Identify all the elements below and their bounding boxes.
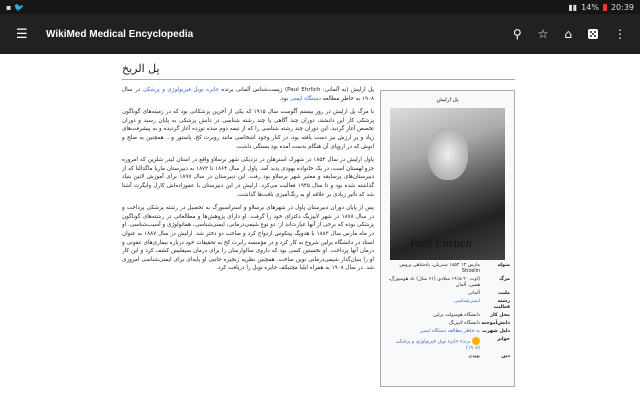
more-icon[interactable]: ⋮ [614,27,626,41]
infobox-value-text: مارس ۱۴ ۱۸۵۴ ستریلن، پادشاهی پروس Strzelin [399,263,480,274]
infobox-value [385,277,480,289]
infobox-row [385,299,510,311]
app-toolbar [0,14,640,54]
infobox-value [385,263,480,275]
battery-icon [603,4,607,11]
infobox-key: دلیل شهرت [482,329,510,334]
app-title: WikiMed Medical Encyclopedia [46,28,194,40]
paragraph: پاول ارلیش در سال ۱۸۵۴ در شهرک استرهلن در نزدیکی شهر برسلاو واقع در استان لیدر شلزین که امروزه جزو لهستان است، در یک خانواده یهودی پدید آمد. پاول از سال ۱۸۶۴ تا ۱۸۷۲ به دبیرستان ماریا ماگدالنا که از دبیرستان‌های پرسابقه و معتبر شهر برسلاو بود رفت. این دبیرستان در سال ۱۸۹۷ برای آموزش لاتین بنیاد گذاشته شده بود و تا سال ۱۹۴۵ فعالیت می‌کرد. ارلیش در این دبیرستان با عموزاده‌اش کارل وایگرت آشنا شد که تأثیر زیادی بر علاقه او به رنگ‌آمیزی بافت‌ها گذاشت. [122,157,374,198]
infobox-value [385,354,480,360]
infobox-value [385,329,480,335]
infobox-value-text: آلمانی [467,291,480,296]
intro-end: بود. [279,95,290,102]
infobox-row [385,263,510,275]
intro-text-2: در سال ۱۹۰۸ به خاطر مطالعه [122,87,374,102]
infobox-value-text[interactable]: ایمنی‌شناسی [454,299,480,304]
infobox-value [385,337,480,352]
infobox-value-text: دانشگاه لایپزیگ [448,321,480,326]
medal-icon [472,337,480,345]
home-icon[interactable]: ⌂ [564,27,572,41]
nobel-link[interactable]: جایزه نوبل فیزیولوژی و پزشکی [142,87,219,93]
infobox-value-text: یهودی [468,353,480,359]
infobox-row [385,354,510,360]
infobox-row [385,313,510,319]
infobox-value [385,321,480,327]
signature: Paul Ehrlich [410,239,473,250]
infobox-key: دانش‌آموخته [481,321,510,326]
infobox-key: ملیت [498,291,510,296]
infobox-row [385,337,510,352]
intro-text: پل ارلیش (به آلمانی: Paul Ehrlich) زیست‌شناس آلمانی برنده [218,87,374,93]
infobox-value-text[interactable]: برنده جایزه نوبل فیزیولوژی و پزشکی (۱۹۰۸) [395,339,480,351]
infobox-key: دین [501,353,510,359]
search-icon[interactable]: ⚲ [512,27,522,41]
infobox-row [385,277,510,289]
infobox-key: مرگ [499,277,510,282]
infobox-row [385,329,510,335]
infobox-row [385,291,510,297]
intro-paragraph [122,86,374,103]
infobox-value [385,299,480,311]
paragraph: پس از پایان دوران دبیرستان پاول در شهرهای برسلاو و استراسبورگ به تحصیل در رشته پزشکی پرداخت و در سال ۱۸۷۸ در شهر لایپزیگ دکترای خود را گرفت. او دارای پژوهش‌ها و مطالعاتی در رشته‌های گوناگون پزشکی بوده که برخی از آنها عبارت‌اند از: دو نوع شیمی‌درمانی، ایمنی‌شناسی، هماتولوژی و آسیب‌شناسی. او در ماه مارس سال ۱۸۸۳ با هدویگ پینکوس ازدواج کرد و صاحب دو دختر شد. ارلیش در سال ۱۸۸۷ به عنوان استاد در دانشگاه برلین شروع به کار کرد و در مؤسسه رابرت کخ به تحقیقات خود درباره بیماری‌های عفونی و درمان آنها پرداخت. او نخستین کسی بود که داروی سالوارسان را برای درمان سیفلیس کشف کرد و این کار او را بنیان‌گذار شیمی‌درمانی نوین ساخت. همچنین نظریه زنجیره جانبی او پایه‌ای برای ایمنی‌شناسی امروزی شد. در سال ۱۹۰۸ به همراه ایلیا مچنیکف جایزه نوبل را دریافت کرد. [122,205,374,272]
page-title: پل الریخ [122,62,515,80]
battery-percent: 14% [581,2,599,12]
infobox-value [385,313,480,319]
infobox-key: رشته فعالیت [493,299,510,310]
infobox-key: جوایز [497,337,510,342]
star-icon[interactable]: ☆ [537,27,549,41]
infobox-value-text: دانشگاه هومبولت برلین [433,313,480,318]
infobox-row [385,321,510,327]
infobox-caption: پل ارلیش [436,97,459,103]
immune-system-link[interactable]: دستگاه ایمنی [289,95,321,102]
infobox-key: محل کار [490,313,510,318]
article [122,62,515,359]
notification-icon: ▪ 🐦 [6,2,24,12]
infobox-value [385,291,480,297]
paragraph: با مرگ پل ارلیش در روز بیستم آگوست سال ۱۹۱۵ که یکی از آخرین پزشکانی بود که در زمینه‌های گوناگون پزشکی کار این دانشند، دوران چند آگاهی یا چند رشته شناسی در دانش پزشکی به پایان رسید و دوران تخصص آغاز گردید. این دوران چند رشته شناسی را که از نیمه دوم سده نوزده آغاز گردیده و به پیشرفت‌های زیاد و پر ارزش نیز دست یافته بود، در کنار وجود اشخاصی مانند روبرت کخ، پاستور و... همچنین به صلح و انوش که در اروپای آن هنگام بدست آمده بود بستگی داشت. [122,109,374,150]
infobox-value-text: (اوت ۲۰ ۱۹۱۵ میلادی (۶۱ سال) باد هومبورگ، هسن، آلمان [388,277,480,288]
clock: 20:39 [610,2,634,12]
infobox [380,90,515,387]
menu-icon[interactable]: ☰ [16,26,28,42]
infobox-value-text[interactable]: به خاطر مطالعه دستگاه ایمنی [419,329,480,334]
portrait-photo[interactable] [390,108,505,260]
article-body [122,86,374,400]
signal-icon: ▮▮ [568,2,578,12]
infobox-key: متولد [497,263,510,268]
dice-icon[interactable] [588,29,598,39]
status-bar [0,0,640,14]
